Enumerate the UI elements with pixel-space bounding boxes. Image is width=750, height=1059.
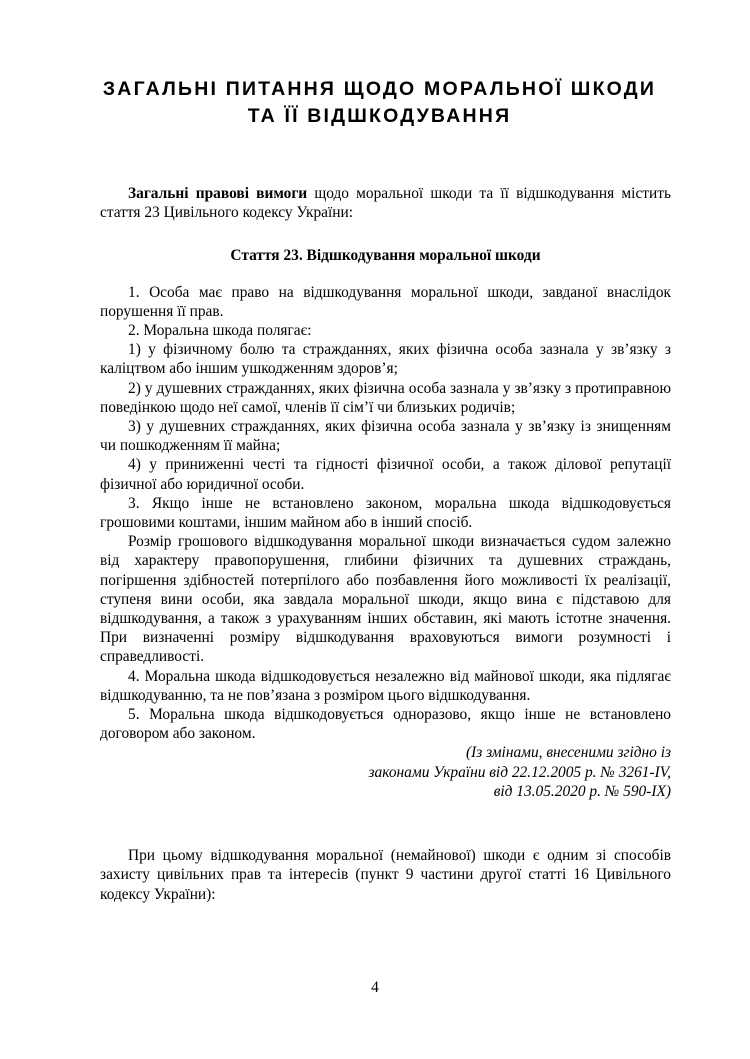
amendment-note [100,743,671,801]
article-paragraph-1: 1. Особа має право на відшкодування моральної шкоди, завданої внаслідок порушення її прав. [100,283,671,320]
article-paragraph-5: 5. Моральна шкода відшкодовується одноразово, якщо інше не встановлено договором або законом. [100,706,671,743]
intro-rest: щодо моральної шкоди та її відшкодування містить стаття 23 Цивільного кодексу України: [100,185,671,222]
amendment-note-line-1: (Із змінами, внесеними згідно із [466,744,671,762]
article-title: Стаття 23. Відшкодування моральної шкоди [230,247,541,265]
article-paragraph-4: 4. Моральна шкода відшкодовується незалежно від майнової шкоди, яка підлягає відшкодуванню, та не пов’язана з розміром цього відшкодування. [100,667,671,704]
article-item-1: 1) у фізичному болю та стражданнях, яких фізична особа зазнала у зв’язку з каліцтвом або іншим ушкодженням здоров’я; [100,341,671,378]
article-paragraph-2: 2. Моральна шкода полягає: [128,322,312,340]
article-item-4: 4) у приниженні честі та гідності фізичної особи, а також ділової репутації фізичної або юридичної особи. [100,456,671,493]
document-title [94,76,665,130]
title-line-1: ЗАГАЛЬНІ ПИТАННЯ ЩОДО МОРАЛЬНОЇ ШКОДИ [102,78,657,100]
page-number: 4 [371,979,379,996]
amendment-note-line-2: законами України від 22.12.2005 р. № 3261-IV, [368,763,671,781]
article-item-2: 2) у душевних стражданнях, яких фізична особа зазнала у зв’язку з протиправною поведінкою щодо неї самої, членів її сім’ї чи близьких родичів; [100,379,671,416]
article-item-3: 3) у душевних стражданнях, яких фізична особа зазнала у зв’язку із знищенням чи пошкодженням її майна; [100,418,671,455]
article-paragraph-3: 3. Якщо інше не встановлено законом, моральна шкода відшкодовується грошовими коштами, іншим майном або в інший спосіб. [100,494,671,532]
intro-paragraph [100,184,671,222]
title-line-2: ТА ЇЇ ВІДШКОДУВАННЯ [247,105,512,127]
article-paragraph-amount: Розмір грошового відшкодування моральної шкоди визначається судом залежно від характеру правопорушення, глибини фізичних та душевних страждань, погіршення здібностей потерпілого або позбавлення його можливості їх реалізації, ступеня вини особи, яка завдала моральної шкоди, якщо вина є підставою для відшкодування, а також з урахуванням інших обставин, які мають істотне значення. При визначенні розміру відшкодування враховуються вимоги розумності і справедливості. [100,533,671,666]
document-page [100,76,671,904]
outro-paragraph: При цьому відшкодування моральної (немайнової) шкоди є одним зі способів захисту цивільних прав та інтересів (пункт 9 частини другої статті 16 Цивільного кодексу України): [100,847,671,903]
amendment-note-line-3: від 13.05.2020 р. № 590-IX) [493,782,671,800]
intro-bold-phrase: Загальні правові вимоги [128,185,308,202]
